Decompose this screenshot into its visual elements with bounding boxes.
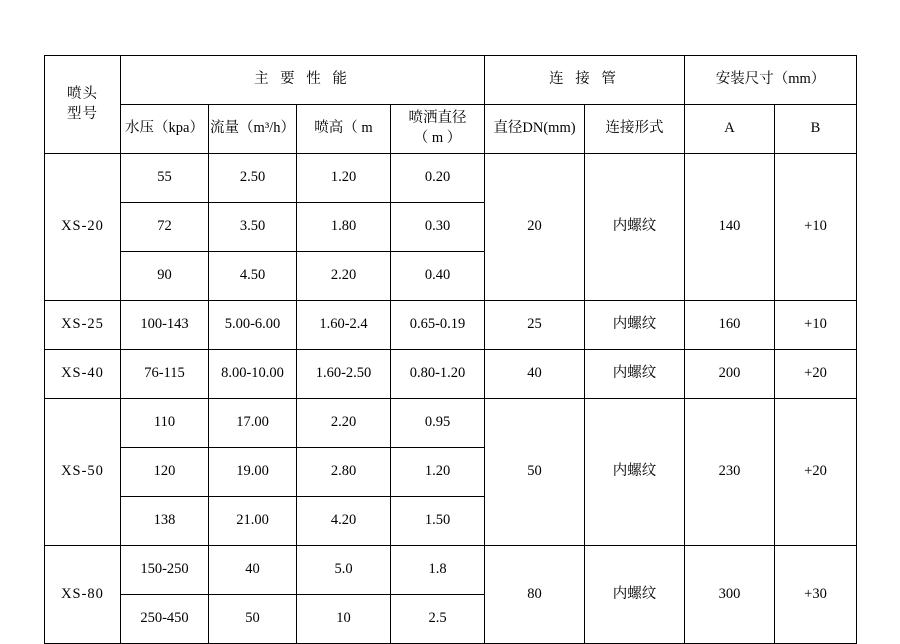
cell-spray-diameter: 0.30 bbox=[391, 203, 485, 252]
cell-diameter: 50 bbox=[485, 399, 585, 546]
cell-pressure: 120 bbox=[121, 448, 209, 497]
cell-b: +30 bbox=[775, 546, 857, 644]
cell-spray-diameter: 0.40 bbox=[391, 252, 485, 301]
cell-pressure: 76-115 bbox=[121, 350, 209, 399]
header-group-connection-pipe: 连 接 管 bbox=[485, 56, 685, 105]
cell-connect-type: 内螺纹 bbox=[585, 301, 685, 350]
header-model-line2: 型号 bbox=[67, 105, 98, 122]
table-row bbox=[45, 154, 857, 203]
cell-pressure: 100-143 bbox=[121, 301, 209, 350]
header-col-a: A bbox=[685, 105, 775, 154]
cell-a: 160 bbox=[685, 301, 775, 350]
cell-model: XS-25 bbox=[45, 301, 121, 350]
cell-diameter: 40 bbox=[485, 350, 585, 399]
cell-a: 140 bbox=[685, 154, 775, 301]
cell-a: 230 bbox=[685, 399, 775, 546]
cell-spray-diameter: 0.95 bbox=[391, 399, 485, 448]
cell-a: 300 bbox=[685, 546, 775, 644]
cell-flow: 8.00-10.00 bbox=[209, 350, 297, 399]
cell-pressure: 250-450 bbox=[121, 595, 209, 644]
cell-height: 2.80 bbox=[297, 448, 391, 497]
header-col-height bbox=[297, 105, 391, 154]
cell-height: 1.60-2.50 bbox=[297, 350, 391, 399]
cell-spray-diameter: 1.20 bbox=[391, 448, 485, 497]
cell-connect-type: 内螺纹 bbox=[585, 350, 685, 399]
table-row bbox=[45, 301, 857, 350]
cell-model: XS-80 bbox=[45, 546, 121, 644]
cell-spray-diameter: 1.8 bbox=[391, 546, 485, 595]
cell-spray-diameter: 0.20 bbox=[391, 154, 485, 203]
header-group-main-performance: 主 要 性 能 bbox=[121, 56, 485, 105]
cell-height: 2.20 bbox=[297, 399, 391, 448]
header-model-line1: 喷头 bbox=[67, 85, 98, 102]
cell-flow: 19.00 bbox=[209, 448, 297, 497]
cell-a: 200 bbox=[685, 350, 775, 399]
cell-spray-diameter: 1.50 bbox=[391, 497, 485, 546]
header-col-connect-type: 连接形式 bbox=[585, 105, 685, 154]
cell-flow: 50 bbox=[209, 595, 297, 644]
cell-pressure: 72 bbox=[121, 203, 209, 252]
cell-connect-type: 内螺纹 bbox=[585, 546, 685, 644]
cell-pressure: 55 bbox=[121, 154, 209, 203]
header-col-b: B bbox=[775, 105, 857, 154]
cell-height: 1.60-2.4 bbox=[297, 301, 391, 350]
table-row bbox=[45, 399, 857, 448]
header-col-flow: 流量（m³/h） bbox=[209, 105, 297, 154]
header-col-spray-diameter bbox=[391, 105, 485, 154]
cell-b: +10 bbox=[775, 154, 857, 301]
cell-b: +10 bbox=[775, 301, 857, 350]
cell-height: 1.20 bbox=[297, 154, 391, 203]
table-header-row-1 bbox=[45, 56, 857, 105]
header-col-pressure: 水压（kpa） bbox=[121, 105, 209, 154]
cell-flow: 17.00 bbox=[209, 399, 297, 448]
cell-height: 10 bbox=[297, 595, 391, 644]
cell-spray-diameter: 0.80-1.20 bbox=[391, 350, 485, 399]
header-col-spray-line1: 喷洒直径 bbox=[408, 110, 467, 127]
cell-model: XS-40 bbox=[45, 350, 121, 399]
cell-spray-diameter: 2.5 bbox=[391, 595, 485, 644]
cell-flow: 40 bbox=[209, 546, 297, 595]
cell-flow: 3.50 bbox=[209, 203, 297, 252]
cell-b: +20 bbox=[775, 399, 857, 546]
cell-connect-type: 内螺纹 bbox=[585, 399, 685, 546]
cell-height: 4.20 bbox=[297, 497, 391, 546]
header-group-install-size: 安装尺寸（mm） bbox=[685, 56, 857, 105]
cell-flow: 21.00 bbox=[209, 497, 297, 546]
cell-pressure: 110 bbox=[121, 399, 209, 448]
cell-flow: 4.50 bbox=[209, 252, 297, 301]
cell-height: 5.0 bbox=[297, 546, 391, 595]
header-model-cell bbox=[45, 56, 121, 154]
cell-flow: 5.00-6.00 bbox=[209, 301, 297, 350]
sprinkler-spec-table bbox=[44, 55, 857, 644]
cell-height: 2.20 bbox=[297, 252, 391, 301]
cell-connect-type: 内螺纹 bbox=[585, 154, 685, 301]
table-row bbox=[45, 350, 857, 399]
cell-pressure: 90 bbox=[121, 252, 209, 301]
table-row bbox=[45, 546, 857, 595]
cell-pressure: 150-250 bbox=[121, 546, 209, 595]
table-header-row-2 bbox=[45, 105, 857, 154]
cell-height: 1.80 bbox=[297, 203, 391, 252]
cell-diameter: 80 bbox=[485, 546, 585, 644]
document-page bbox=[44, 55, 856, 644]
header-col-spray-line2: （ m ） bbox=[413, 130, 462, 146]
cell-pressure: 138 bbox=[121, 497, 209, 546]
cell-diameter: 20 bbox=[485, 154, 585, 301]
header-col-diameter: 直径DN(mm) bbox=[485, 105, 585, 154]
cell-flow: 2.50 bbox=[209, 154, 297, 203]
header-col-height-line1: 喷高（ m bbox=[314, 120, 373, 137]
cell-b: +20 bbox=[775, 350, 857, 399]
cell-spray-diameter: 0.65-0.19 bbox=[391, 301, 485, 350]
cell-model: XS-50 bbox=[45, 399, 121, 546]
cell-model: XS-20 bbox=[45, 154, 121, 301]
cell-diameter: 25 bbox=[485, 301, 585, 350]
